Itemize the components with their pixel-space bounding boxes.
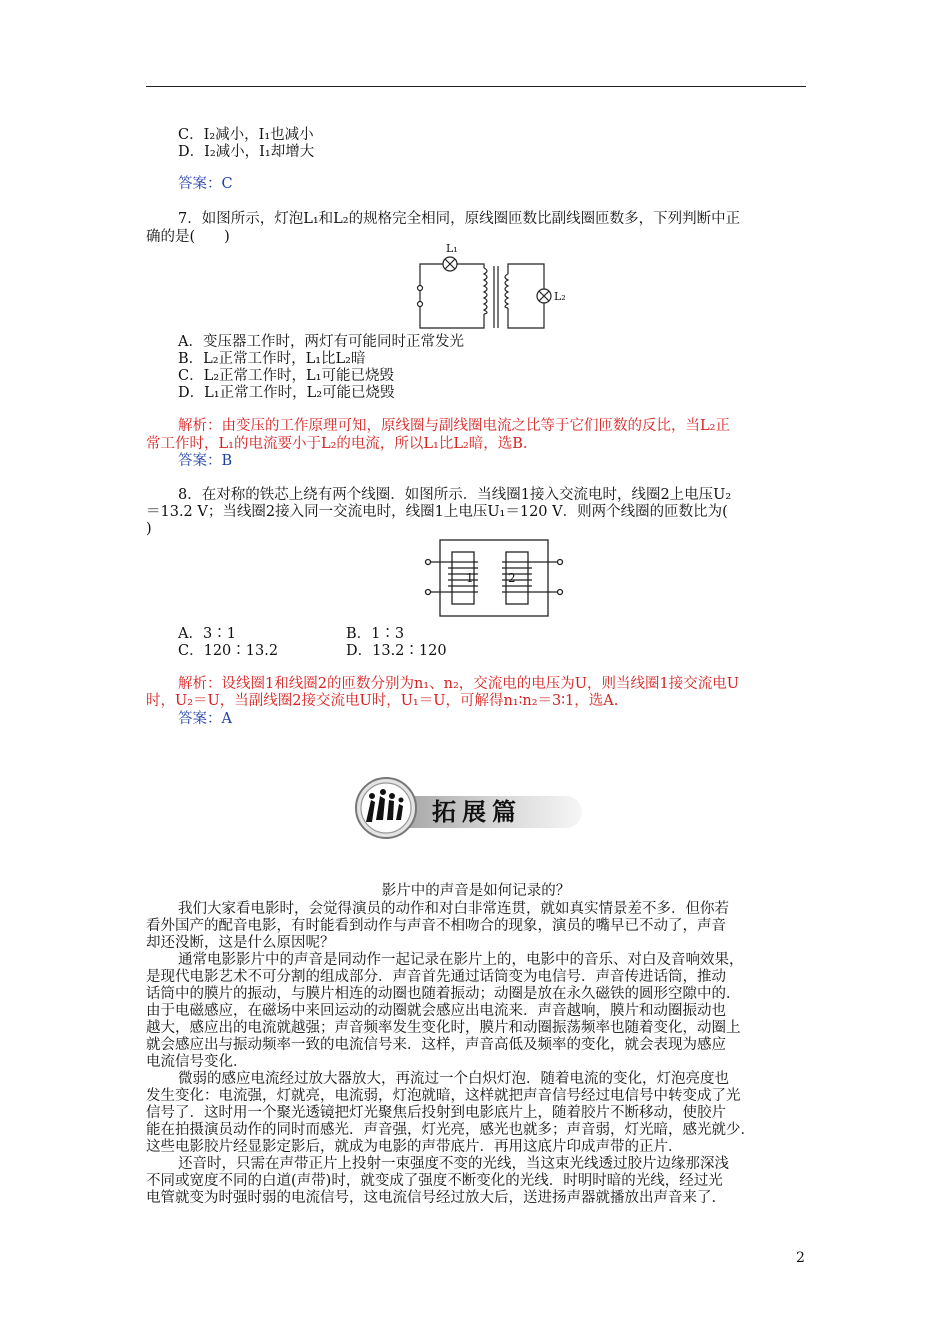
- article-line: 由于电磁感应，在磁场中来回运动的动圈就会感应出电流来．声音越响，膜片和动圈振动也: [146, 1003, 726, 1019]
- article-line: 信号了．这时用一个聚光透镜把灯光聚焦后投射到电影底片上，随着胶片不断移动，使胶片: [146, 1105, 726, 1121]
- q8-option-a: A．3∶1: [178, 626, 236, 642]
- q8-analysis: 解析：设线圈1和线圈2的匝数分别为n₁、n₂，交流电的电压为U，则当线圈1接交流电U: [178, 676, 739, 692]
- extension-section-banner: [350, 770, 590, 844]
- article-line: 就会感应出与振动频率一致的电流信号来．这样，声音高低及频率的变化，就会表现为感应: [146, 1037, 726, 1053]
- header-rule: [146, 86, 806, 87]
- article-line: 是现代电影艺术不可分割的组成部分．声音首先通过话筒变为电信号．声音传进话筒，推动: [146, 969, 726, 985]
- q6-option-c: C．I₂减小，I₁也减小: [178, 127, 314, 143]
- q7-option-b: B．L₂正常工作时，L₁比L₂暗: [178, 351, 366, 367]
- article-line: 越大，感应出的电流就越强；声音频率发生变化时，膜片和动圈振荡频率也随着变化，动圈上: [146, 1020, 741, 1036]
- page-number: 2: [796, 1250, 805, 1266]
- q6-option-d: D．I₂减小，I₁却增大: [178, 144, 315, 160]
- article-line: 微弱的感应电流经过放大器放大，再流过一个白炽灯泡．随着电流的变化，灯泡亮度也: [178, 1071, 729, 1087]
- symmetric-core-coils-diagram: [418, 532, 578, 622]
- q8-option-b: B．1∶3: [346, 626, 405, 642]
- q7-analysis-cont: 常工作时，L₁的电流要小于L₂的电流，所以L₁比L₂暗，选B.: [146, 436, 528, 452]
- q7-stem-cont: 确的是( ): [146, 229, 230, 245]
- coil-1-label: 1: [466, 571, 474, 585]
- article-line: 不同或宽度不同的白道(声带)时，就变成了强度不断变化的光线．时明时暗的光线，经过光: [146, 1173, 723, 1189]
- banner-title: 拓展篇: [432, 797, 522, 826]
- q8-stem-cont: ＝13.2 V；当线圈2接入同一交流电时，线圈1上电压U₁＝120 V．则两个线圈的匝数比为(: [146, 504, 728, 520]
- article-line: 看外国产的配音电影，有时能看到动作与声音不相吻合的现象，演员的嘴早已不动了，声音: [146, 918, 726, 934]
- q7-option-c: C．L₂正常工作时，L₁可能已烧毁: [178, 368, 394, 384]
- article-line: 还音时，只需在声带正片上投射一束强度不变的光线，当这束光线透过胶片边缘那深浅: [178, 1156, 729, 1172]
- q6-answer: 答案：C: [178, 176, 233, 192]
- q7-stem: 7．如图所示，灯泡L₁和L₂的规格完全相同，原线圈匝数比副线圈匝数多，下列判断中正: [178, 211, 741, 227]
- q8-stem-cont-2: ): [146, 521, 152, 537]
- q8-option-d: D．13.2∶120: [346, 643, 447, 659]
- q8-analysis-cont: 时，U₂＝U，当副线圈2接交流电U时，U₁＝U，可解得n₁∶n₂＝3∶1，选A.: [146, 693, 619, 709]
- q8-stem: 8．在对称的铁芯上绕有两个线圈．如图所示．当线圈1接入交流电时，线圈2上电压U₂: [178, 487, 732, 503]
- article-line: 能在拍摄演员动作的同时而感光．声音强，灯光亮，感光也就多；声音弱，灯光暗，感光就少．: [146, 1122, 755, 1138]
- lamp-l2-label: L₂: [554, 290, 566, 303]
- article-line: 电管就变为时强时弱的电流信号，这电流信号经过放大后，送进扬声器就播放出声音来了．: [146, 1190, 726, 1206]
- article-line: 却还没断，这是什么原因呢？: [146, 935, 335, 951]
- lamp-l1-label: L₁: [446, 242, 458, 255]
- article-line: 这些电影胶片经显影定影后，就成为电影的声带底片．再用这底片印成声带的正片．: [146, 1139, 683, 1155]
- q8-option-c: C．120∶13.2: [178, 643, 279, 659]
- transformer-lamp-circuit-diagram: [410, 238, 580, 332]
- coil-2-label: 2: [508, 571, 516, 585]
- article-title: 影片中的声音是如何记录的？: [381, 883, 571, 899]
- article-line: 通常电影影片中的声音是同动作一起记录在影片上的，电影中的音乐、对白及音响效果，: [178, 952, 744, 968]
- q7-option-a: A．变压器工作时，两灯有可能同时正常发光: [178, 334, 464, 350]
- article-line: 发生变化：电流强，灯就亮，电流弱，灯泡就暗，这样就把声音信号经过电信号中转变成了光: [146, 1088, 741, 1104]
- q7-option-d: D．L₁正常工作时，L₂可能已烧毁: [178, 385, 395, 401]
- q7-analysis: 解析：由变压的工作原理可知，原线圈与副线圈电流之比等于它们匝数的反比，当L₂正: [178, 418, 730, 434]
- article-line: 电流信号变化．: [146, 1054, 248, 1070]
- article-line: 我们大家看电影时，会觉得演员的动作和对白非常连贯，就如真实情景差不多．但你若: [178, 901, 729, 917]
- article-line: 话筒中的膜片的振动，与膜片相连的动圈也随着振动；动圈是放在永久磁铁的圆形空隙中的．: [146, 986, 741, 1002]
- q7-answer: 答案：B: [178, 453, 233, 469]
- q8-answer: 答案：A: [178, 711, 232, 727]
